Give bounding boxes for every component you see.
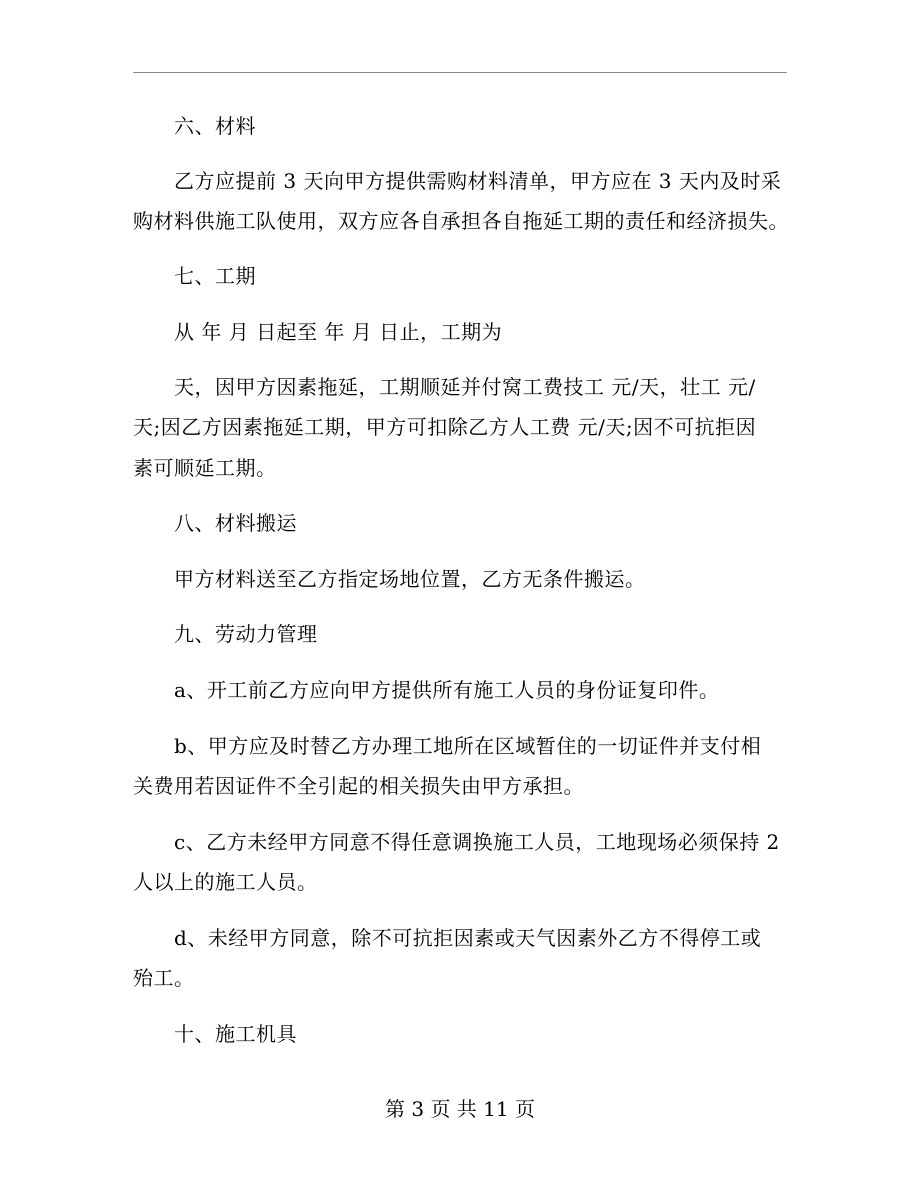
section-9-item-a: a、开工前乙方应向甲方提供所有施工人员的身份证复印件。 <box>174 678 720 702</box>
header-rule <box>133 72 787 73</box>
section-7-body-line-3: 素可顺延工期。 <box>133 456 277 480</box>
section-10-heading: 十、施工机具 <box>174 1022 297 1046</box>
section-9-heading: 九、劳动力管理 <box>174 622 318 646</box>
section-6-body-line-1: 乙方应提前 3 天向甲方提供需购材料清单，甲方应在 3 天内及时采 <box>174 169 782 193</box>
section-9-item-d-line-1: d、未经甲方同意，除不可抗拒因素或天气因素外乙方不得停工或 <box>174 926 762 950</box>
section-7-dates-line: 从 年 月 日起至 年 月 日止，工期为 <box>174 320 503 344</box>
section-8-body-line-1: 甲方材料送至乙方指定场地位置，乙方无条件搬运。 <box>174 567 646 591</box>
section-8-heading: 八、材料搬运 <box>174 511 297 535</box>
section-9-item-c-line-2: 人以上的施工人员。 <box>133 870 318 894</box>
section-9-item-c-line-1: c、乙方未经甲方同意不得任意调换施工人员，工地现场必须保持 2 <box>174 830 780 854</box>
section-7-heading: 七、工期 <box>174 264 256 288</box>
section-7-body-line-2: 天;因乙方因素拖延工期，甲方可扣除乙方人工费 元/天;因不可抗拒因 <box>133 415 757 439</box>
section-9-item-b-line-2: 关费用若因证件不全引起的相关损失由甲方承担。 <box>133 774 584 798</box>
section-7-body-line-1: 天，因甲方因素拖延，工期顺延并付窝工费技工 元/天，壮工 元/ <box>174 375 756 399</box>
page-number-footer: 第 3 页 共 11 页 <box>385 1097 535 1121</box>
section-9-item-d-line-2: 殆工。 <box>133 966 195 990</box>
section-6-heading: 六、材料 <box>174 114 256 138</box>
section-6-body-line-2: 购材料供施工队使用，双方应各自承担各自拖延工期的责任和经济损失。 <box>133 209 789 233</box>
section-9-item-b-line-1: b、甲方应及时替乙方办理工地所在区域暂住的一切证件并支付相 <box>174 734 762 758</box>
